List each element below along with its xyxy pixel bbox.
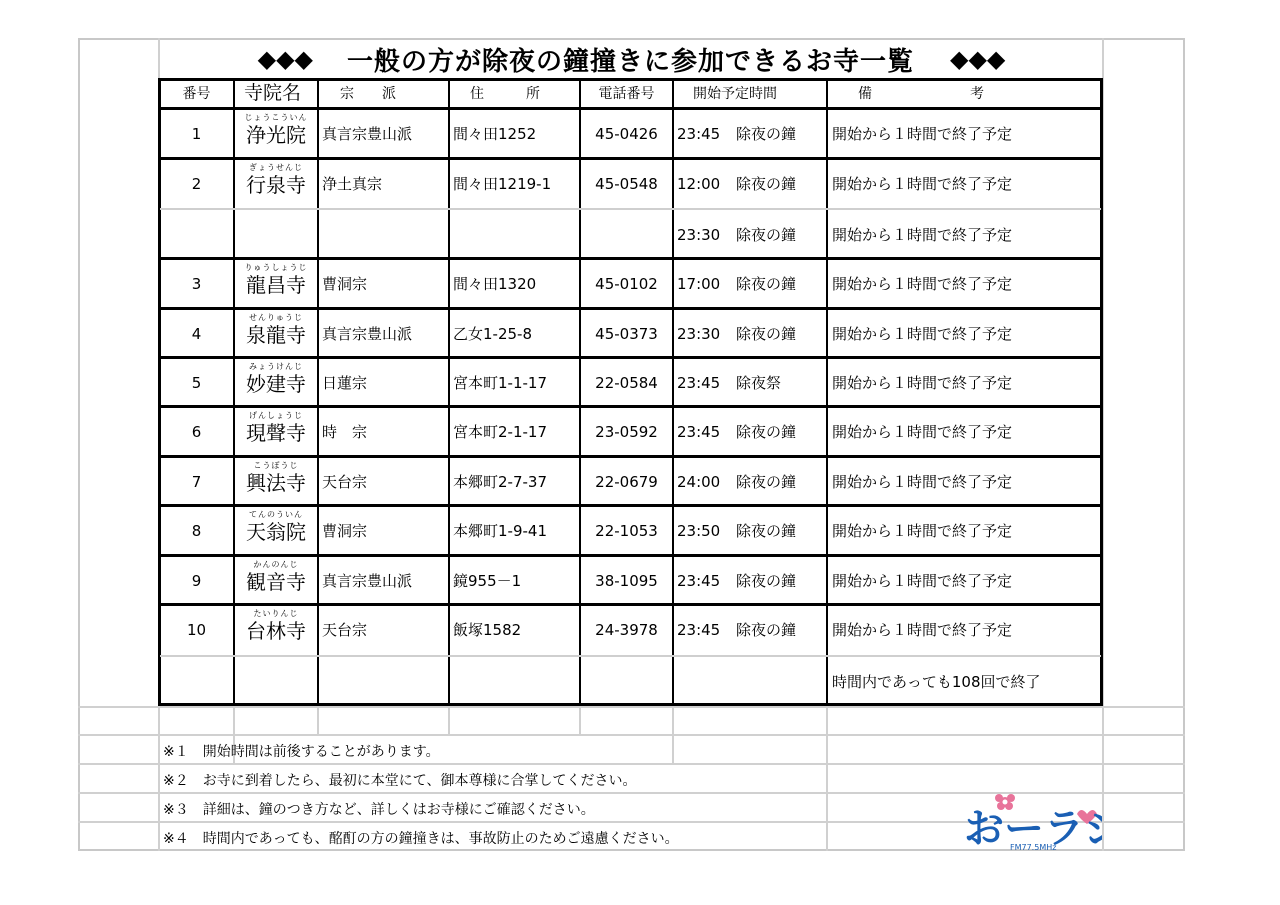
header-address: 住 所 — [470, 86, 540, 102]
cell-time: 24:00 — [677, 473, 721, 491]
cell-time: 23:50 — [677, 522, 721, 540]
temple-name — [236, 462, 316, 493]
cell-event: 除夜の鐘 — [736, 325, 797, 343]
col-divider — [233, 78, 235, 706]
cell-remarks: 開始から１時間で終了予定 — [832, 325, 1013, 343]
col-divider — [579, 78, 581, 706]
header-sect: 宗 派 — [340, 86, 396, 102]
col-divider — [672, 78, 674, 706]
cell-number: 7 — [191, 473, 202, 491]
station-logo — [962, 790, 1102, 852]
cell-address: 乙女1-25-8 — [453, 325, 532, 343]
cell-sect: 時 宗 — [322, 423, 368, 441]
cell-phone: 24-3978 — [595, 621, 658, 639]
cell-phone: 45-0102 — [595, 275, 658, 293]
cell-time: 23:45 — [677, 423, 721, 441]
cell-address: 宮本町1-1-17 — [453, 374, 547, 392]
temple-name — [236, 363, 316, 394]
cell-sect: 真言宗豊山派 — [322, 325, 413, 343]
cell-number: 10 — [186, 621, 207, 639]
cell-address: 本郷町2-7-37 — [453, 473, 547, 491]
grid-line — [317, 706, 319, 735]
cell-sect: 天台宗 — [322, 621, 368, 639]
footnote: ※１ 開始時間は前後することがあります。 — [163, 744, 440, 760]
row-divider — [158, 504, 1103, 507]
temple-name — [236, 164, 316, 195]
temple-name — [236, 561, 316, 592]
temple-name — [236, 314, 316, 345]
temple-name — [236, 610, 316, 641]
cell-remarks: 開始から１時間で終了予定 — [832, 226, 1013, 244]
grid-line — [78, 763, 1185, 765]
cell-number: 3 — [191, 275, 202, 293]
footnote: ※４ 時間内であっても、酩酊の方の鐘撞きは、事故防止のためご遠慮ください。 — [163, 831, 679, 847]
row-divider — [158, 307, 1103, 310]
temple-name-kanji: 浄光院 — [246, 123, 306, 147]
cell-address: 鏡955－1 — [453, 572, 522, 590]
cell-event: 除夜祭 — [736, 374, 782, 392]
cell-phone: 22-0584 — [595, 374, 658, 392]
grid-line — [78, 734, 1185, 736]
temple-name-kanji: 泉龍寺 — [246, 323, 306, 347]
cell-sect: 浄土真宗 — [322, 175, 383, 193]
cell-time: 23:45 — [677, 621, 721, 639]
cell-time: 17:00 — [677, 275, 721, 293]
row-divider-thin — [160, 208, 1101, 210]
cell-sect: 曹洞宗 — [322, 275, 368, 293]
cell-time: 23:45 — [677, 374, 721, 392]
cell-address: 間々田1252 — [453, 125, 537, 143]
grid-line — [448, 706, 450, 735]
cell-event: 除夜の鐘 — [736, 423, 797, 441]
cell-phone: 22-0679 — [595, 473, 658, 491]
col-divider — [448, 78, 450, 706]
cell-time: 23:45 — [677, 572, 721, 590]
footnote: ※３ 詳細は、鐘のつき方など、詳しくはお寺様にご確認ください。 — [163, 802, 595, 818]
cell-address: 間々田1219-1 — [453, 175, 552, 193]
logo-text: おーラ — [964, 806, 1084, 852]
temple-name — [236, 412, 316, 443]
title-deco-right: ◆◆◆ — [950, 45, 1006, 73]
temple-name-ruby: たいりんじ — [253, 609, 299, 618]
cell-number: 8 — [191, 522, 202, 540]
cell-event: 除夜の鐘 — [736, 175, 797, 193]
cell-event: 除夜の鐘 — [736, 522, 797, 540]
temple-name-ruby: かんのんじ — [253, 560, 299, 569]
cell-address: 本郷町1-9-41 — [453, 522, 547, 540]
temple-name — [236, 511, 316, 542]
header-phone: 電話番号 — [598, 86, 655, 102]
cell-remarks: 開始から１時間で終了予定 — [832, 175, 1013, 193]
row-divider — [158, 405, 1103, 408]
page-title — [160, 40, 1103, 78]
footnote: ※２ お寺に到着したら、最初に本堂にて、御本尊様に合掌してください。 — [163, 773, 637, 789]
temple-name-ruby: こうぼうじ — [253, 461, 299, 470]
cell-address: 間々田1320 — [453, 275, 537, 293]
cell-time: 12:00 — [677, 175, 721, 193]
title-text: 一般の方が除夜の鐘撞きに参加できるお寺一覧 — [346, 46, 914, 77]
cell-phone: 45-0373 — [595, 325, 658, 343]
cell-phone: 22-1053 — [595, 522, 658, 540]
title-deco-left: ◆◆◆ — [257, 45, 313, 73]
temple-name-kanji: 台林寺 — [246, 619, 306, 643]
cell-sect: 真言宗豊山派 — [322, 572, 413, 590]
cell-time: 23:45 — [677, 125, 721, 143]
col-divider — [317, 78, 319, 706]
temple-name-ruby: ぎょうせんじ — [249, 163, 303, 172]
temple-name-ruby: じょうこういん — [244, 113, 308, 122]
header-remarks: 備 考 — [858, 86, 984, 102]
cell-remarks: 開始から１時間で終了予定 — [832, 275, 1013, 293]
logo-frequency: FM77.5MHz — [1010, 843, 1057, 852]
cell-number: 5 — [191, 374, 202, 392]
cell-remarks: 開始から１時間で終了予定 — [832, 423, 1013, 441]
cell-remarks: 時間内であっても108回で終了 — [832, 673, 1041, 691]
temple-name — [236, 114, 316, 145]
cell-sect: 真言宗豊山派 — [322, 125, 413, 143]
header-start-time: 開始予定時間 — [693, 86, 777, 102]
cell-sect: 曹洞宗 — [322, 522, 368, 540]
cell-remarks: 開始から１時間で終了予定 — [832, 125, 1013, 143]
cell-number: 2 — [191, 175, 202, 193]
row-divider — [158, 603, 1103, 606]
col-divider — [826, 78, 828, 706]
cell-event: 除夜の鐘 — [736, 226, 797, 244]
temple-name-ruby: てんのういん — [249, 510, 303, 519]
cell-event: 除夜の鐘 — [736, 275, 797, 293]
cell-address: 宮本町2-1-17 — [453, 423, 547, 441]
cell-phone: 38-1095 — [595, 572, 658, 590]
cell-phone: 45-0426 — [595, 125, 658, 143]
temple-name-ruby: せんりゅうじ — [249, 313, 303, 322]
grid-line — [579, 706, 581, 735]
header-number: 番号 — [182, 86, 211, 102]
row-divider — [158, 455, 1103, 458]
temple-name — [236, 264, 316, 295]
cell-number: 6 — [191, 423, 202, 441]
cell-time: 23:30 — [677, 226, 721, 244]
cell-remarks: 開始から１時間で終了予定 — [832, 473, 1013, 491]
cell-address: 飯塚1582 — [453, 621, 522, 639]
temple-name-kanji: 天翁院 — [246, 520, 306, 544]
temple-name-kanji: 行泉寺 — [246, 173, 306, 197]
temple-name-ruby: りゅうしょうじ — [244, 263, 308, 272]
grid-line — [78, 706, 1185, 708]
temple-name-kanji: 興法寺 — [246, 471, 306, 495]
temple-name-kanji: 妙建寺 — [246, 372, 306, 396]
cell-remarks: 開始から１時間で終了予定 — [832, 522, 1013, 540]
temple-name-kanji: 龍昌寺 — [246, 273, 306, 297]
temple-name-ruby: みょうけんじ — [249, 362, 303, 371]
cell-sect: 天台宗 — [322, 473, 368, 491]
temple-name-kanji: 観音寺 — [246, 570, 306, 594]
cell-phone: 45-0548 — [595, 175, 658, 193]
temple-name-kanji: 現聲寺 — [246, 421, 306, 445]
row-divider — [158, 157, 1103, 160]
cell-event: 除夜の鐘 — [736, 572, 797, 590]
cell-number: 4 — [191, 325, 202, 343]
cell-number: 1 — [191, 125, 202, 143]
row-divider — [158, 107, 1103, 110]
cell-remarks: 開始から１時間で終了予定 — [832, 621, 1013, 639]
cell-number: 9 — [191, 572, 202, 590]
row-divider — [158, 554, 1103, 557]
cell-phone: 23-0592 — [595, 423, 658, 441]
cell-time: 23:30 — [677, 325, 721, 343]
row-divider — [158, 257, 1103, 260]
cell-event: 除夜の鐘 — [736, 125, 797, 143]
flower-icon — [962, 790, 1102, 852]
header-temple-name: 寺院名 — [244, 82, 302, 104]
row-divider — [158, 356, 1103, 359]
cell-remarks: 開始から１時間で終了予定 — [832, 374, 1013, 392]
cell-sect: 日蓮宗 — [322, 374, 368, 392]
row-divider-thin — [160, 655, 1101, 657]
temple-name-ruby: げんしょうじ — [249, 411, 303, 420]
cell-event: 除夜の鐘 — [736, 621, 797, 639]
cell-event: 除夜の鐘 — [736, 473, 797, 491]
cell-remarks: 開始から１時間で終了予定 — [832, 572, 1013, 590]
grid-line — [826, 706, 828, 851]
